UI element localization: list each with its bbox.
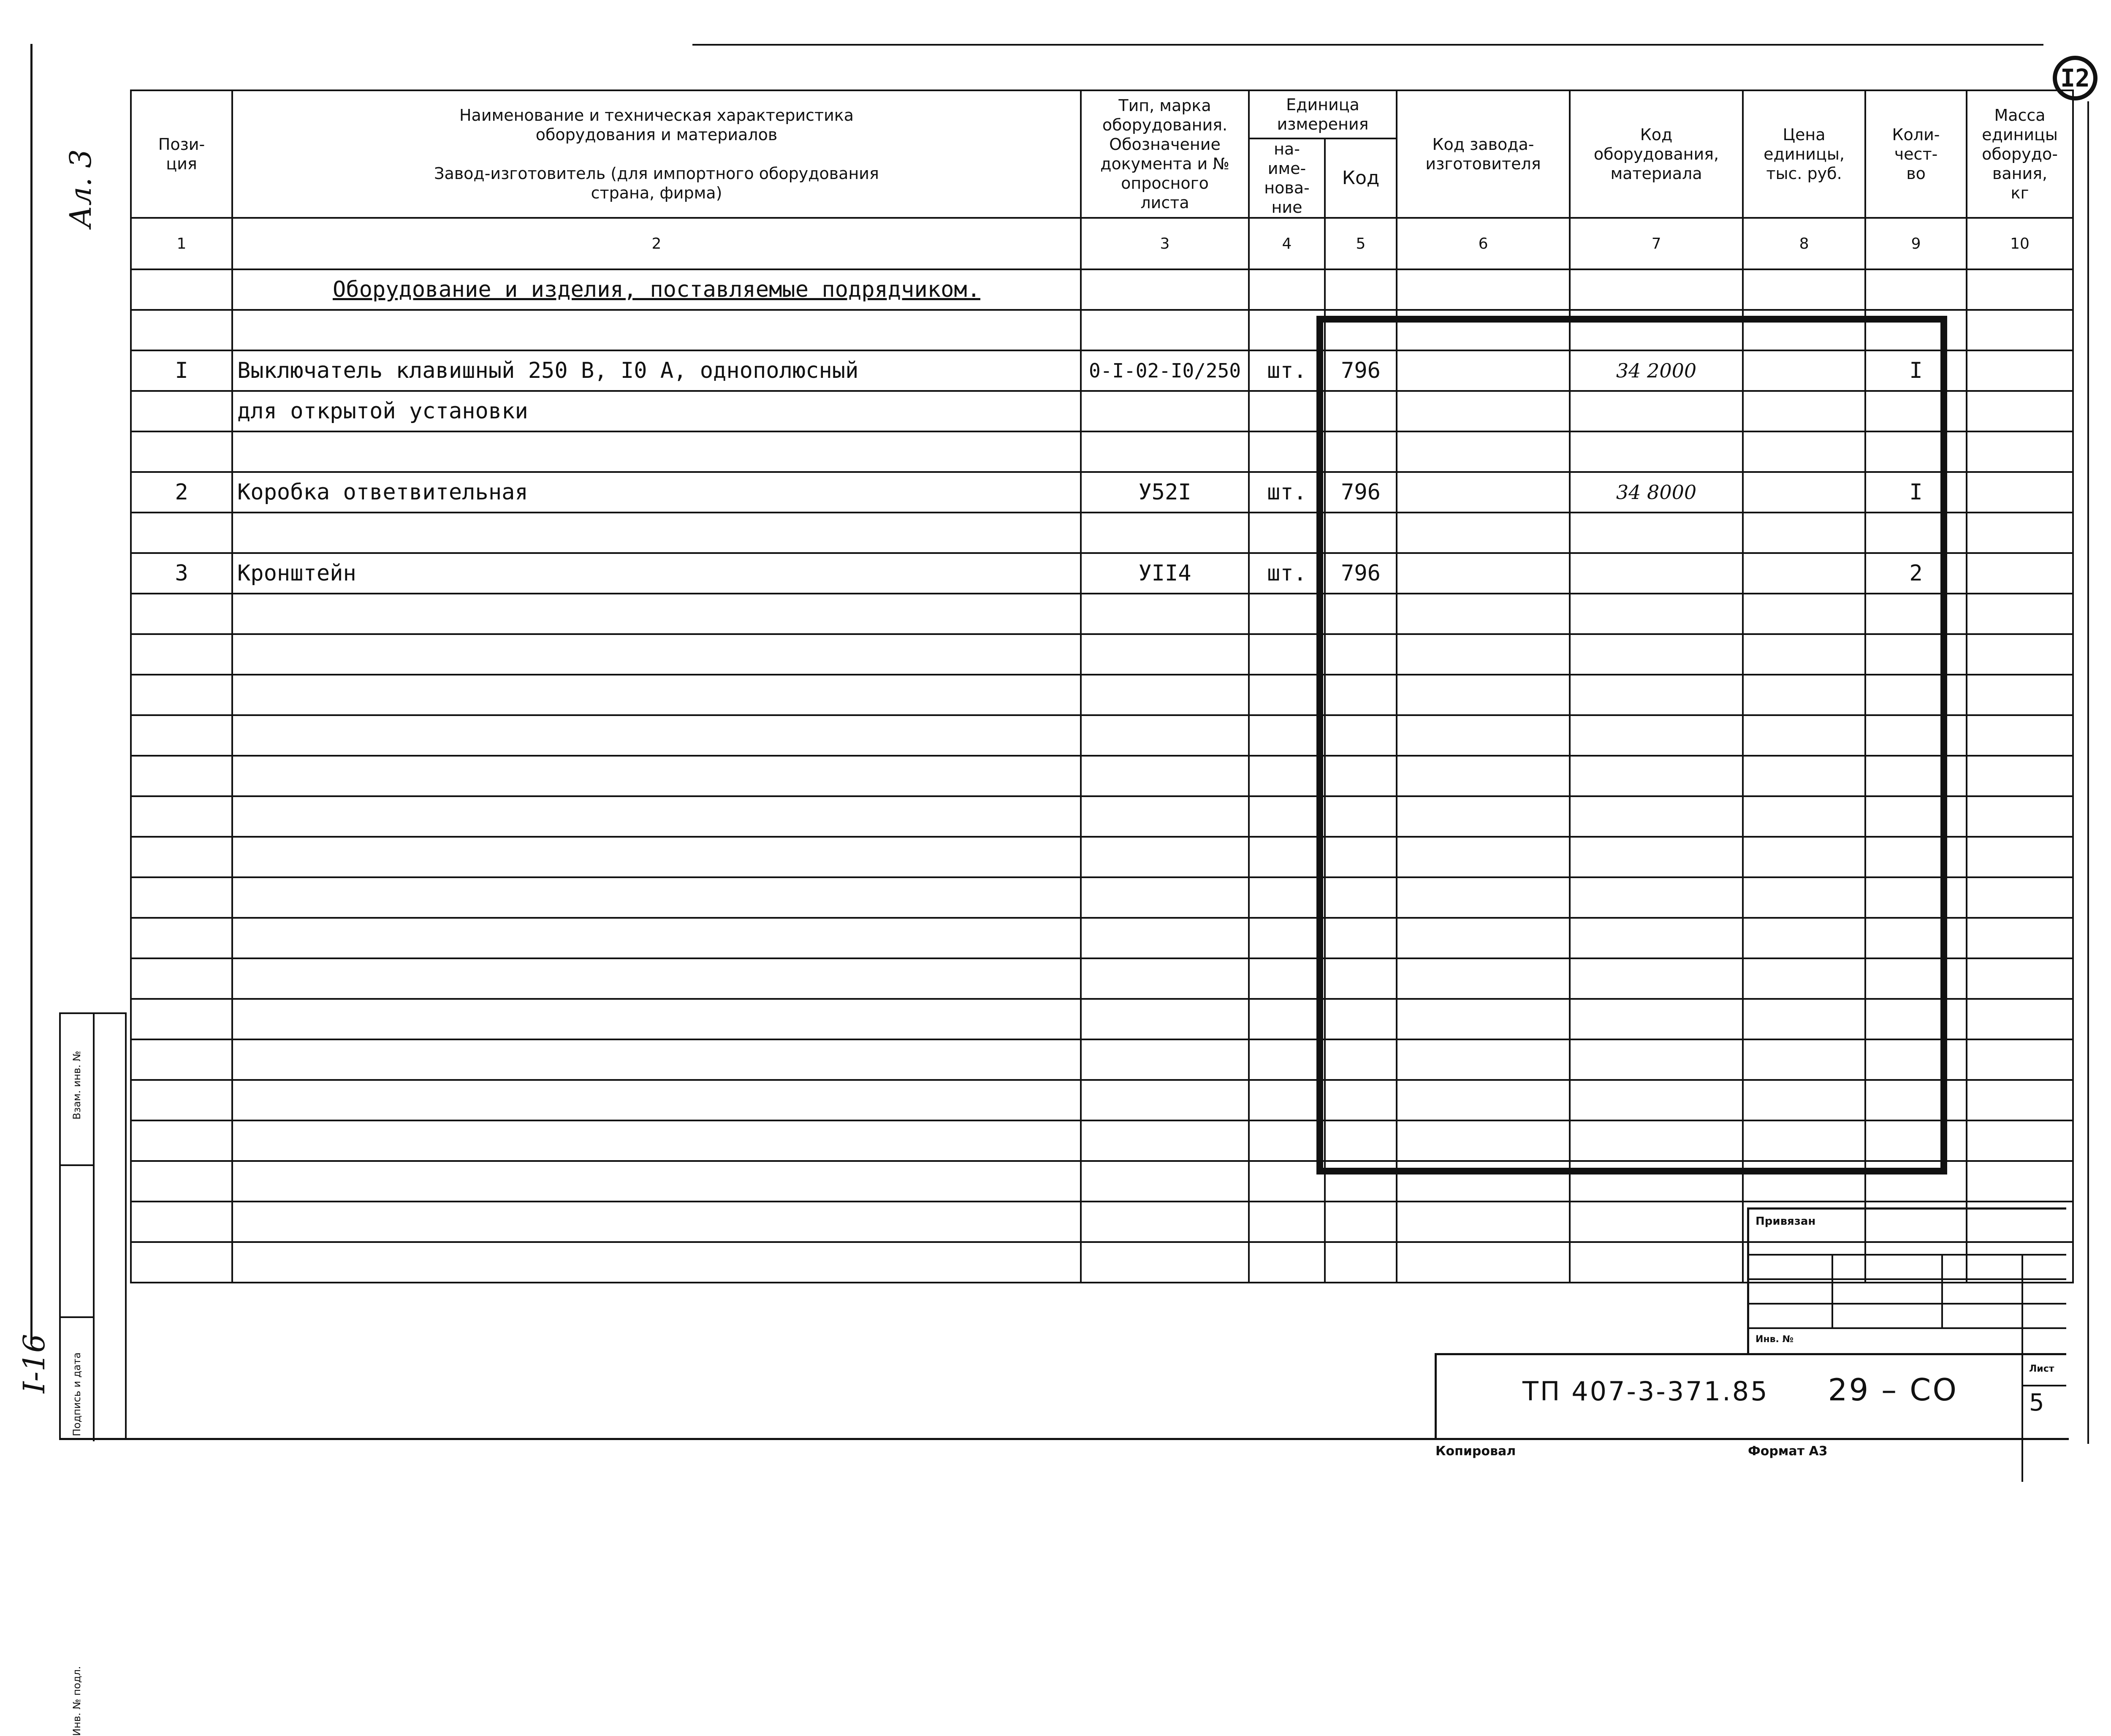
table-row (131, 310, 2073, 350)
table-row (131, 594, 2073, 634)
doc-code-suffix: 29 – СО (1828, 1372, 1959, 1408)
colnum-6: 6 (1397, 218, 1570, 269)
item-1-name-cont: для открытой установки (232, 391, 1081, 431)
colnum-7: 7 (1570, 218, 1743, 269)
item-1-type: 0-I-02-I0/250 (1081, 350, 1249, 391)
header-factory-code: Код завода- изготовителя (1397, 90, 1570, 218)
item-1-pos: I (131, 350, 232, 391)
sheet-number: I2 (2053, 56, 2097, 100)
header-name: Наименование и техническая характеристика оборудования и материалов Завод-изготовитель (для импортного оборудования страна, фирма) (232, 90, 1081, 218)
kopiroval-label: Копировал (1435, 1444, 1516, 1459)
colnum-9: 9 (1865, 218, 1967, 269)
item-1-material-code: 34 2000 (1570, 350, 1743, 391)
item-1-name: Выключатель клавишный 250 В, I0 А, однополюсный (232, 350, 1081, 391)
frame-right (2087, 101, 2089, 1444)
stamp-vzam-label: Взам. инв. № (71, 1051, 83, 1120)
stamp-inv (61, 1318, 95, 1736)
item-2-mass (1967, 472, 2073, 513)
table-row (131, 675, 2073, 715)
colnum-8: 8 (1743, 218, 1865, 269)
colnum-2: 2 (232, 218, 1081, 269)
item-3-material-code (1570, 553, 1743, 594)
frame-left (30, 44, 33, 1344)
side-note: Ал. 3 (63, 149, 98, 228)
item-1-unit: шт. (1249, 350, 1325, 391)
item-2-pos: 2 (131, 472, 232, 513)
item-2-name: Коробка ответвительная (232, 472, 1081, 513)
table-row (131, 796, 2073, 837)
item-2-material-code: 34 8000 (1570, 472, 1743, 513)
stamp-vzam (61, 1014, 95, 1166)
privyazan-label: Привязан (1756, 1215, 1816, 1228)
doc-code-main: ТП 407-3-371.85 (1522, 1376, 1769, 1407)
format-label: Формат А3 (1748, 1444, 1828, 1459)
list-label: Лист (2029, 1364, 2054, 1374)
item-1-unit-code: 796 (1325, 350, 1397, 391)
colnum-5: 5 (1325, 218, 1397, 269)
item-2-type: У52I (1081, 472, 1249, 513)
table-row (131, 918, 2073, 958)
stamp-inv-label: Инв. № подл. (71, 1666, 83, 1736)
table-row (131, 350, 2073, 391)
frame-top (692, 44, 2043, 46)
stamp-podpis (61, 1166, 95, 1436)
item-3-qty: 2 (1865, 553, 1967, 594)
header-unit-code: Код (1325, 138, 1397, 218)
colnum-3: 3 (1081, 218, 1249, 269)
list-value: 5 (2029, 1389, 2044, 1416)
table-row (131, 391, 2073, 431)
item-1-mass (1967, 350, 2073, 391)
margin-handwriting: I-16 (17, 1334, 52, 1393)
table-row (131, 958, 2073, 999)
item-3-unit-code: 796 (1325, 553, 1397, 594)
table-row (131, 756, 2073, 796)
header-position: Пози- ция (131, 90, 232, 218)
item-2-price (1743, 472, 1865, 513)
item-3-type: УII4 (1081, 553, 1249, 594)
table-row (131, 513, 2073, 553)
table-row (131, 715, 2073, 756)
table-row (131, 269, 2073, 310)
specification-table (130, 90, 2074, 1283)
header-quantity: Коли- чест- во (1865, 90, 1967, 218)
table-row (131, 877, 2073, 918)
table-row (131, 431, 2073, 472)
table-row (131, 1161, 2073, 1202)
colnum-10: 10 (1967, 218, 2073, 269)
table-row (131, 634, 2073, 675)
section-title: Оборудование и изделия, поставляемые подрядчиком. (232, 269, 1081, 310)
item-1-factory-code (1397, 350, 1570, 391)
header-type: Тип, марка оборудования. Обозначение документа и № опросного листа (1081, 90, 1249, 218)
header-unit-group: Единица измерения (1249, 90, 1397, 138)
table-row (131, 472, 2073, 513)
stamp-column (59, 1012, 127, 1736)
table-row (131, 999, 2073, 1039)
header-material-code: Код оборудования, материала (1570, 90, 1743, 218)
table-row (131, 1039, 2073, 1080)
item-3-factory-code (1397, 553, 1570, 594)
item-3-pos: 3 (131, 553, 232, 594)
item-1-qty: I (1865, 350, 1967, 391)
inv-no-label: Инв. № (1756, 1334, 1794, 1345)
item-2-unit-code: 796 (1325, 472, 1397, 513)
table-row (131, 1120, 2073, 1161)
document-code (1522, 1372, 1958, 1408)
item-3-unit: шт. (1249, 553, 1325, 594)
header-unit-name: на- име- нова- ние (1249, 138, 1325, 218)
item-1-price (1743, 350, 1865, 391)
stamp-podpis-label: Подпись и дата (71, 1352, 83, 1436)
item-2-qty: I (1865, 472, 1967, 513)
item-3-price (1743, 553, 1865, 594)
item-3-mass (1967, 553, 2073, 594)
table-row (131, 1080, 2073, 1120)
table-row (131, 553, 2073, 594)
colnum-1: 1 (131, 218, 232, 269)
header-price: Цена единицы, тыс. руб. (1743, 90, 1865, 218)
item-3-name: Кронштейн (232, 553, 1081, 594)
item-2-factory-code (1397, 472, 1570, 513)
table-row (131, 837, 2073, 877)
item-2-unit: шт. (1249, 472, 1325, 513)
header-mass: Масса единицы оборудо- вания, кг (1967, 90, 2073, 218)
colnum-4: 4 (1249, 218, 1325, 269)
